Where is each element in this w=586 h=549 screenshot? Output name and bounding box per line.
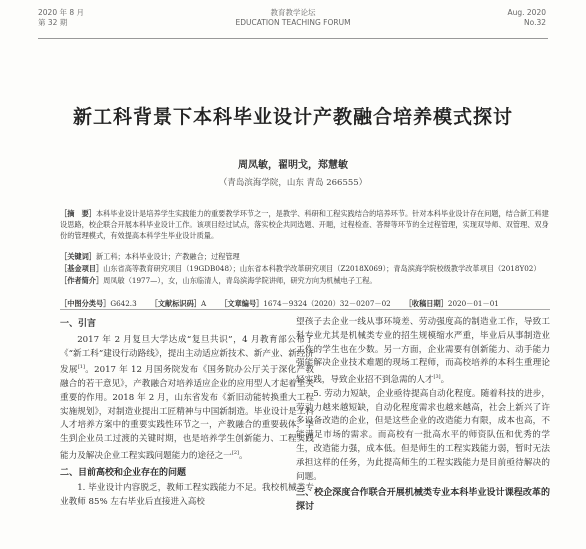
keywords-text: 新工科；本科毕业设计；产教融合；过程管理 — [95, 252, 240, 261]
journal-name — [0, 8, 586, 28]
continued-text-end: 。 — [440, 375, 450, 386]
intro-paragraph — [60, 334, 314, 464]
article-number-label: ［文章编号］ — [220, 299, 264, 308]
intro-text-2: 。2017 年 12 月国务院发布《国务院办公厅关于深化产教融合的若干意见》，产教融合对培养适应企业的应用型人才起着至关重要的作用。2018 年 2 月，山东省发布《新旧动能转换重大工程实施规划》，对制造业提出工匠精神与中国新制造。毕业设计是工科人才培养方案中的重要实践性环节之一，产教融合的重要载体，学生到企业员工过渡的关键时期，也是培养学生创新能力、工程实践能力及解决企业工程实践问题能力的途径之一 — [60, 365, 314, 461]
continued-paragraph — [296, 316, 550, 388]
issue-date-en-line1: Aug. 2020 — [507, 8, 546, 17]
body-column-left — [60, 316, 314, 510]
keywords — [60, 251, 550, 262]
received-date-label: ［收稿日期］ — [404, 299, 448, 308]
clc-number — [60, 298, 137, 309]
document-code-label: ［文献标识码］ — [150, 299, 201, 308]
labor-shortage-paragraph: 5. 劳动力短缺，企业亟待提高自动化程度。随着科技的进步，劳动力越来越短缺，自动化程度需求也越来越高，社会上新兴了许多设备改造的企业，但是这些企业的改造能力有限，成本也高，不能满足市场的需求。而高校有一批高水平的师资队伍和优秀的学生，改造能力强，成本低。但是师生的工程实践能力弱，暂时无法承担这样的任务，为此提高师生的工程实践能力是目前亟待解决的问题。 — [296, 388, 550, 482]
section-heading-cooperation: 三、校企深度合作联合开展机械类专业本科毕业设计课程改革的探讨 — [296, 488, 550, 513]
issue-date-cn-line1: 2020 年 8 月 — [38, 8, 85, 17]
journal-name-cn: 教育教学论坛 — [270, 8, 316, 17]
intro-text-1: 2017 年 2 月复旦大学达成“复旦共识”，4 月教育部公布了《“新工科”建设行动路线》，提出主动适应新技术、新产业、新经济发展 — [60, 334, 314, 376]
abstract-text: 本科毕业设计是培养学生实践能力的重要教学环节之一，是教学、科研和工程实践结合的培养环节。针对本科毕业设计存在问题，结合新工科建设思路，校企联合开展本科毕业设计工作。该项目经过试点，落实校企共同选题、开题，过程检查、答辩等环节的全过程管理，实现双导师、双管理、双身份的管理模式，有效提高本科学生毕业设计质量。 — [60, 209, 549, 240]
fund-text: 山东省高等教育研究项目（19GDB048）；山东省本科教学改革研究项目（Z2018X069）；青岛滨海学院校级教学改革项目（2018Y02） — [103, 264, 541, 273]
received-date-value: 2020－01－01 — [447, 299, 499, 308]
issue-number-cn: 第 32 期 — [38, 18, 68, 27]
header-rule — [38, 38, 548, 39]
author-bio-tag: ［作者简介］ — [60, 276, 104, 285]
citation-3: [3] — [433, 374, 441, 381]
author-bio-text: 周凤敏（1977—），女，山东临清人，青岛滨海学院讲师，研究方向为机械电子工程。 — [103, 276, 377, 285]
abstract-tag: ［摘 要］ — [60, 209, 96, 218]
citation-1: [1] — [77, 364, 85, 371]
issue-date-en — [508, 8, 547, 28]
section-heading-problems: 二、目前高校和企业存在的问题 — [60, 467, 187, 478]
issue-number-en: No.32 — [524, 18, 546, 27]
fund-tag: ［基金项目］ — [60, 264, 104, 273]
page-header — [0, 8, 586, 40]
citation-2: [2] — [231, 450, 239, 457]
classification-line — [60, 298, 550, 309]
journal-name-en: EDUCATION TEACHING FORUM — [235, 18, 351, 27]
article-authors: 周凤敏，翟明戈，郑慧敏 — [238, 160, 348, 171]
clc-value: G642.3 — [110, 299, 137, 308]
meta-rule — [60, 309, 550, 310]
intro-text-end: 。 — [238, 450, 248, 461]
abstract — [60, 208, 550, 244]
received-date — [405, 298, 499, 309]
section-heading-intro: 一、引言 — [60, 319, 97, 329]
author-affiliation: （青岛滨海学院，山东 青岛 266555） — [218, 178, 368, 188]
author-bio — [60, 275, 550, 286]
document-code — [151, 298, 207, 309]
article-number — [220, 298, 391, 309]
article-number-value: 1674－9324（2020）32－0207－02 — [263, 299, 391, 308]
keywords-tag: ［关键词］ — [60, 252, 96, 261]
continued-text: 望孩子去企业一线从事环境差、劳动强度高的制造业工作，导致工科专业尤其是机械类专业的招生规模缩水严重，毕业后从事制造业工作的学生也在少数。另一方面，企业需要有创新能力、动手能力强能解决企业技术难题的现场工程师，而高校培养的本科生重理论轻实践，导致企业招不到急需的人才 — [296, 317, 550, 386]
body-column-right — [296, 316, 550, 517]
fund-project — [60, 263, 550, 274]
clc-label: ［中图分类号］ — [60, 299, 111, 308]
document-code-value: A — [200, 299, 207, 308]
problems-paragraph: 1. 毕业设计内容脱乏，教师工程实践能力不足。我校机械类专业教师 85% 左右毕业后直接进入高校 — [60, 483, 314, 508]
article-title: 新工科背景下本科毕业设计产教融合培养模式探讨 — [72, 106, 513, 128]
